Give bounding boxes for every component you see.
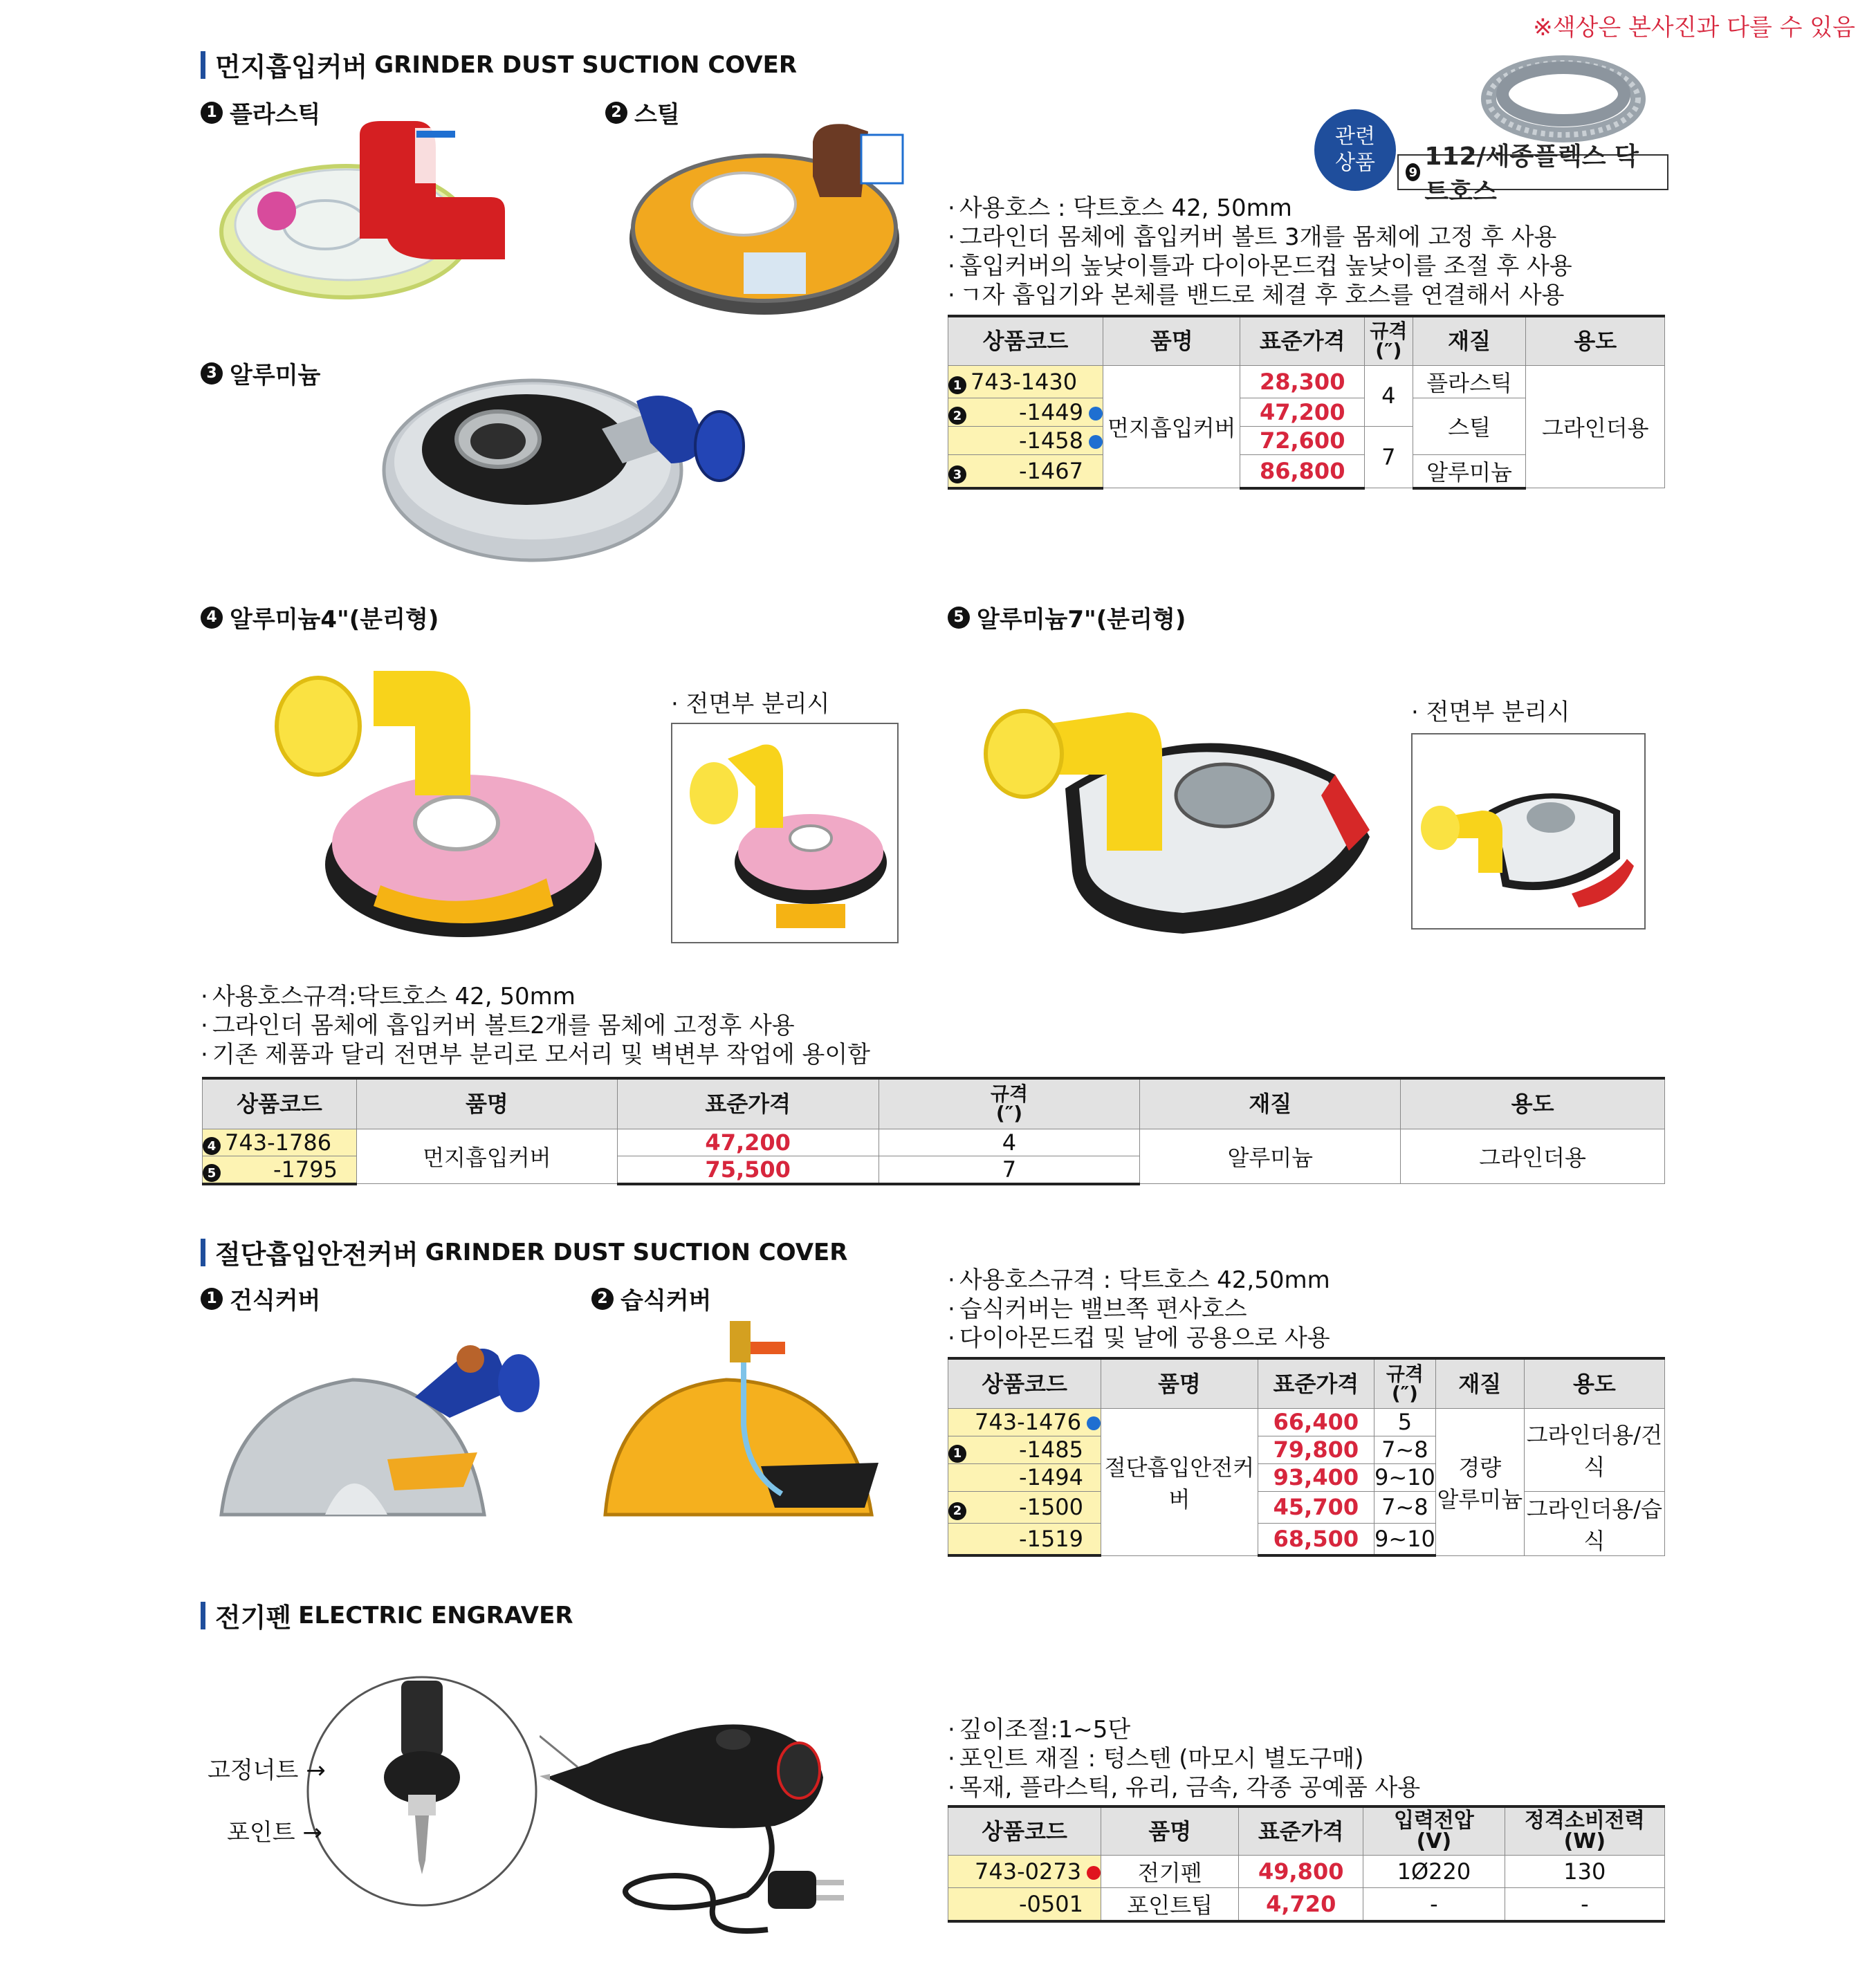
section-title-engraver: 전기펜 ELECTRIC ENGRAVER bbox=[201, 1596, 573, 1634]
detached-4in-image bbox=[672, 724, 897, 942]
section4-price-table: 상품코드 품명 표준가격 입력전압 (V) 정격소비전력 (W) 743-0273 전기펜 49,800 1Ø220 130 -0501 포인트팁 4,720 - - bbox=[948, 1805, 1665, 1923]
stock-dot-icon bbox=[1089, 435, 1103, 449]
section2-price-table: 상품코드 품명 표준가격 규격 (″) 재질 용도 4 743-1786 먼지흡입커버 47,200 4 알루미늄 그라인더용 5 -1795 75,500 7 bbox=[202, 1077, 1665, 1185]
table-row: 1 743-1430 먼지흡입커버 28,300 4 플라스틱 그라인더용 bbox=[948, 365, 1665, 398]
aluminum-7in-cover-image bbox=[975, 692, 1377, 941]
related-products-badge: 관련 상품 bbox=[1314, 109, 1396, 191]
section1-price-table: 상품코드 품명 표준가격 규격 (″) 재질 용도 1 743-1430 먼지흡입커버 28,300 4 플라스틱 그라인더용 2 -1449 47,200 스틸 -1458 72,600 7 3 -1467 86,800 알루미늄 bbox=[948, 315, 1665, 490]
item-label-dry-cover: 1 건식커버 bbox=[201, 1282, 320, 1315]
detached-7in-frame bbox=[1411, 733, 1646, 930]
table-row: -1494 93,400 9~10 bbox=[948, 1463, 1665, 1491]
color-disclaimer: ※색상은 본사진과 다를 수 있음 bbox=[1533, 14, 1855, 41]
plastic-cover-image bbox=[214, 121, 505, 308]
section4-bullets: · 깊이조절:1~5단 · 포인트 재질 : 텅스텐 (마모시 별도구매) · 목재, 플라스틱, 유리, 금속, 각종 공예품 사용 bbox=[948, 1715, 1420, 1802]
section1-bullets: · 사용호스 : 닥트호스 42, 50mm · 그라인더 몸체에 흡입커버 볼트 3개를 몸체에 고정 후 사용 · 흡입커버의 높낮이틀과 다이아몬드컵 높낮이를 조절 후 사용 · ㄱ자 흡입기와 본체를 밴드로 체결 후 호스를 연결해서 사용 bbox=[948, 194, 1572, 310]
aluminum-4in-cover-image bbox=[270, 657, 602, 941]
table-row: 4 743-1786 먼지흡입커버 47,200 4 알루미늄 그라인더용 bbox=[203, 1129, 1665, 1156]
callout-point: 포인트 → bbox=[227, 1819, 322, 1847]
table-row: 743-1476 절단흡입안전커버 66,400 5 경량 알루미늄 그라인더용/건식 bbox=[948, 1408, 1665, 1436]
section3-price-table: 상품코드 품명 표준가격 규격 (″) 재질 용도 743-1476 절단흡입안전커버 66,400 5 경량 알루미늄 그라인더용/건식 1 -1485 79,800 7~8 -1494 93,400 9~10 2 -1500 45,700 7~8 그라인더용/습식 -1519 68,500 9~10 bbox=[948, 1357, 1665, 1557]
steel-cover-image bbox=[626, 121, 923, 322]
item-label-aluminum-4: 4 알루미늄4"(분리형) bbox=[201, 600, 439, 634]
section3-bullets: · 사용호스규격 : 닥트호스 42,50mm · 습식커버는 밸브쪽 편사호스 · 다이아몬드컵 및 날에 공용으로 사용 bbox=[948, 1266, 1330, 1353]
detached-7in-image bbox=[1413, 734, 1644, 928]
item-label-aluminum-7: 5 알루미늄7"(분리형) bbox=[948, 600, 1186, 634]
table-row: 2 -1500 45,700 7~8 그라인더용/습식 bbox=[948, 1491, 1665, 1523]
engraver-detail-circle bbox=[304, 1674, 540, 1909]
stock-dot-icon bbox=[1087, 1866, 1101, 1880]
item-label-steel: 2 스틸 bbox=[605, 95, 680, 129]
callout-fixing-nut: 고정너트 → bbox=[208, 1757, 326, 1784]
stock-dot-icon bbox=[1087, 1416, 1101, 1430]
stock-dot-icon bbox=[1089, 407, 1103, 420]
table-row: 5 -1795 75,500 7 bbox=[203, 1156, 1665, 1184]
aluminum-cover-image bbox=[374, 360, 747, 567]
item-label-aluminum: 3 알루미늄 bbox=[201, 356, 320, 390]
table-row: -0501 포인트팁 4,720 - - bbox=[948, 1887, 1665, 1921]
table-row: -1519 68,500 9~10 bbox=[948, 1523, 1665, 1555]
detached-4in-frame bbox=[671, 723, 899, 943]
related-hose-label[interactable]: 9 112/세종플렉스 닥트호스 bbox=[1397, 154, 1668, 190]
table-row: 1 -1485 79,800 7~8 bbox=[948, 1436, 1665, 1463]
table-row: 3 -1467 86,800 알루미늄 bbox=[948, 454, 1665, 488]
section2-bullets: · 사용호스규격:닥트호스 42, 50mm · 그라인더 몸체에 흡입커버 볼트2개를 몸체에 고정후 사용 · 기존 제품과 달리 전면부 분리로 모서리 및 벽변부 작업에 용이함 bbox=[201, 982, 870, 1069]
detach-label-7in: · 전면부 분리시 bbox=[1411, 699, 1570, 726]
item-label-wet-cover: 2 습식커버 bbox=[591, 1282, 711, 1315]
section-title-dust-cover: 먼지흡입커버 GRINDER DUST SUCTION COVER bbox=[201, 46, 797, 84]
table-row: -1458 72,600 7 bbox=[948, 426, 1665, 454]
item-label-plastic: 1 플라스틱 bbox=[201, 95, 320, 129]
duct-hose-image bbox=[1480, 47, 1646, 144]
electric-engraver-image bbox=[540, 1688, 865, 1950]
table-row: 2 -1449 47,200 스틸 bbox=[948, 398, 1665, 426]
table-row: 743-0273 전기펜 49,800 1Ø220 130 bbox=[948, 1855, 1665, 1887]
dry-cover-image bbox=[214, 1314, 574, 1542]
detach-label-4in: · 전면부 분리시 bbox=[671, 690, 830, 718]
section-title-cutting-cover: 절단흡입안전커버 GRINDER DUST SUCTION COVER bbox=[201, 1233, 847, 1271]
wet-cover-image bbox=[602, 1314, 906, 1549]
